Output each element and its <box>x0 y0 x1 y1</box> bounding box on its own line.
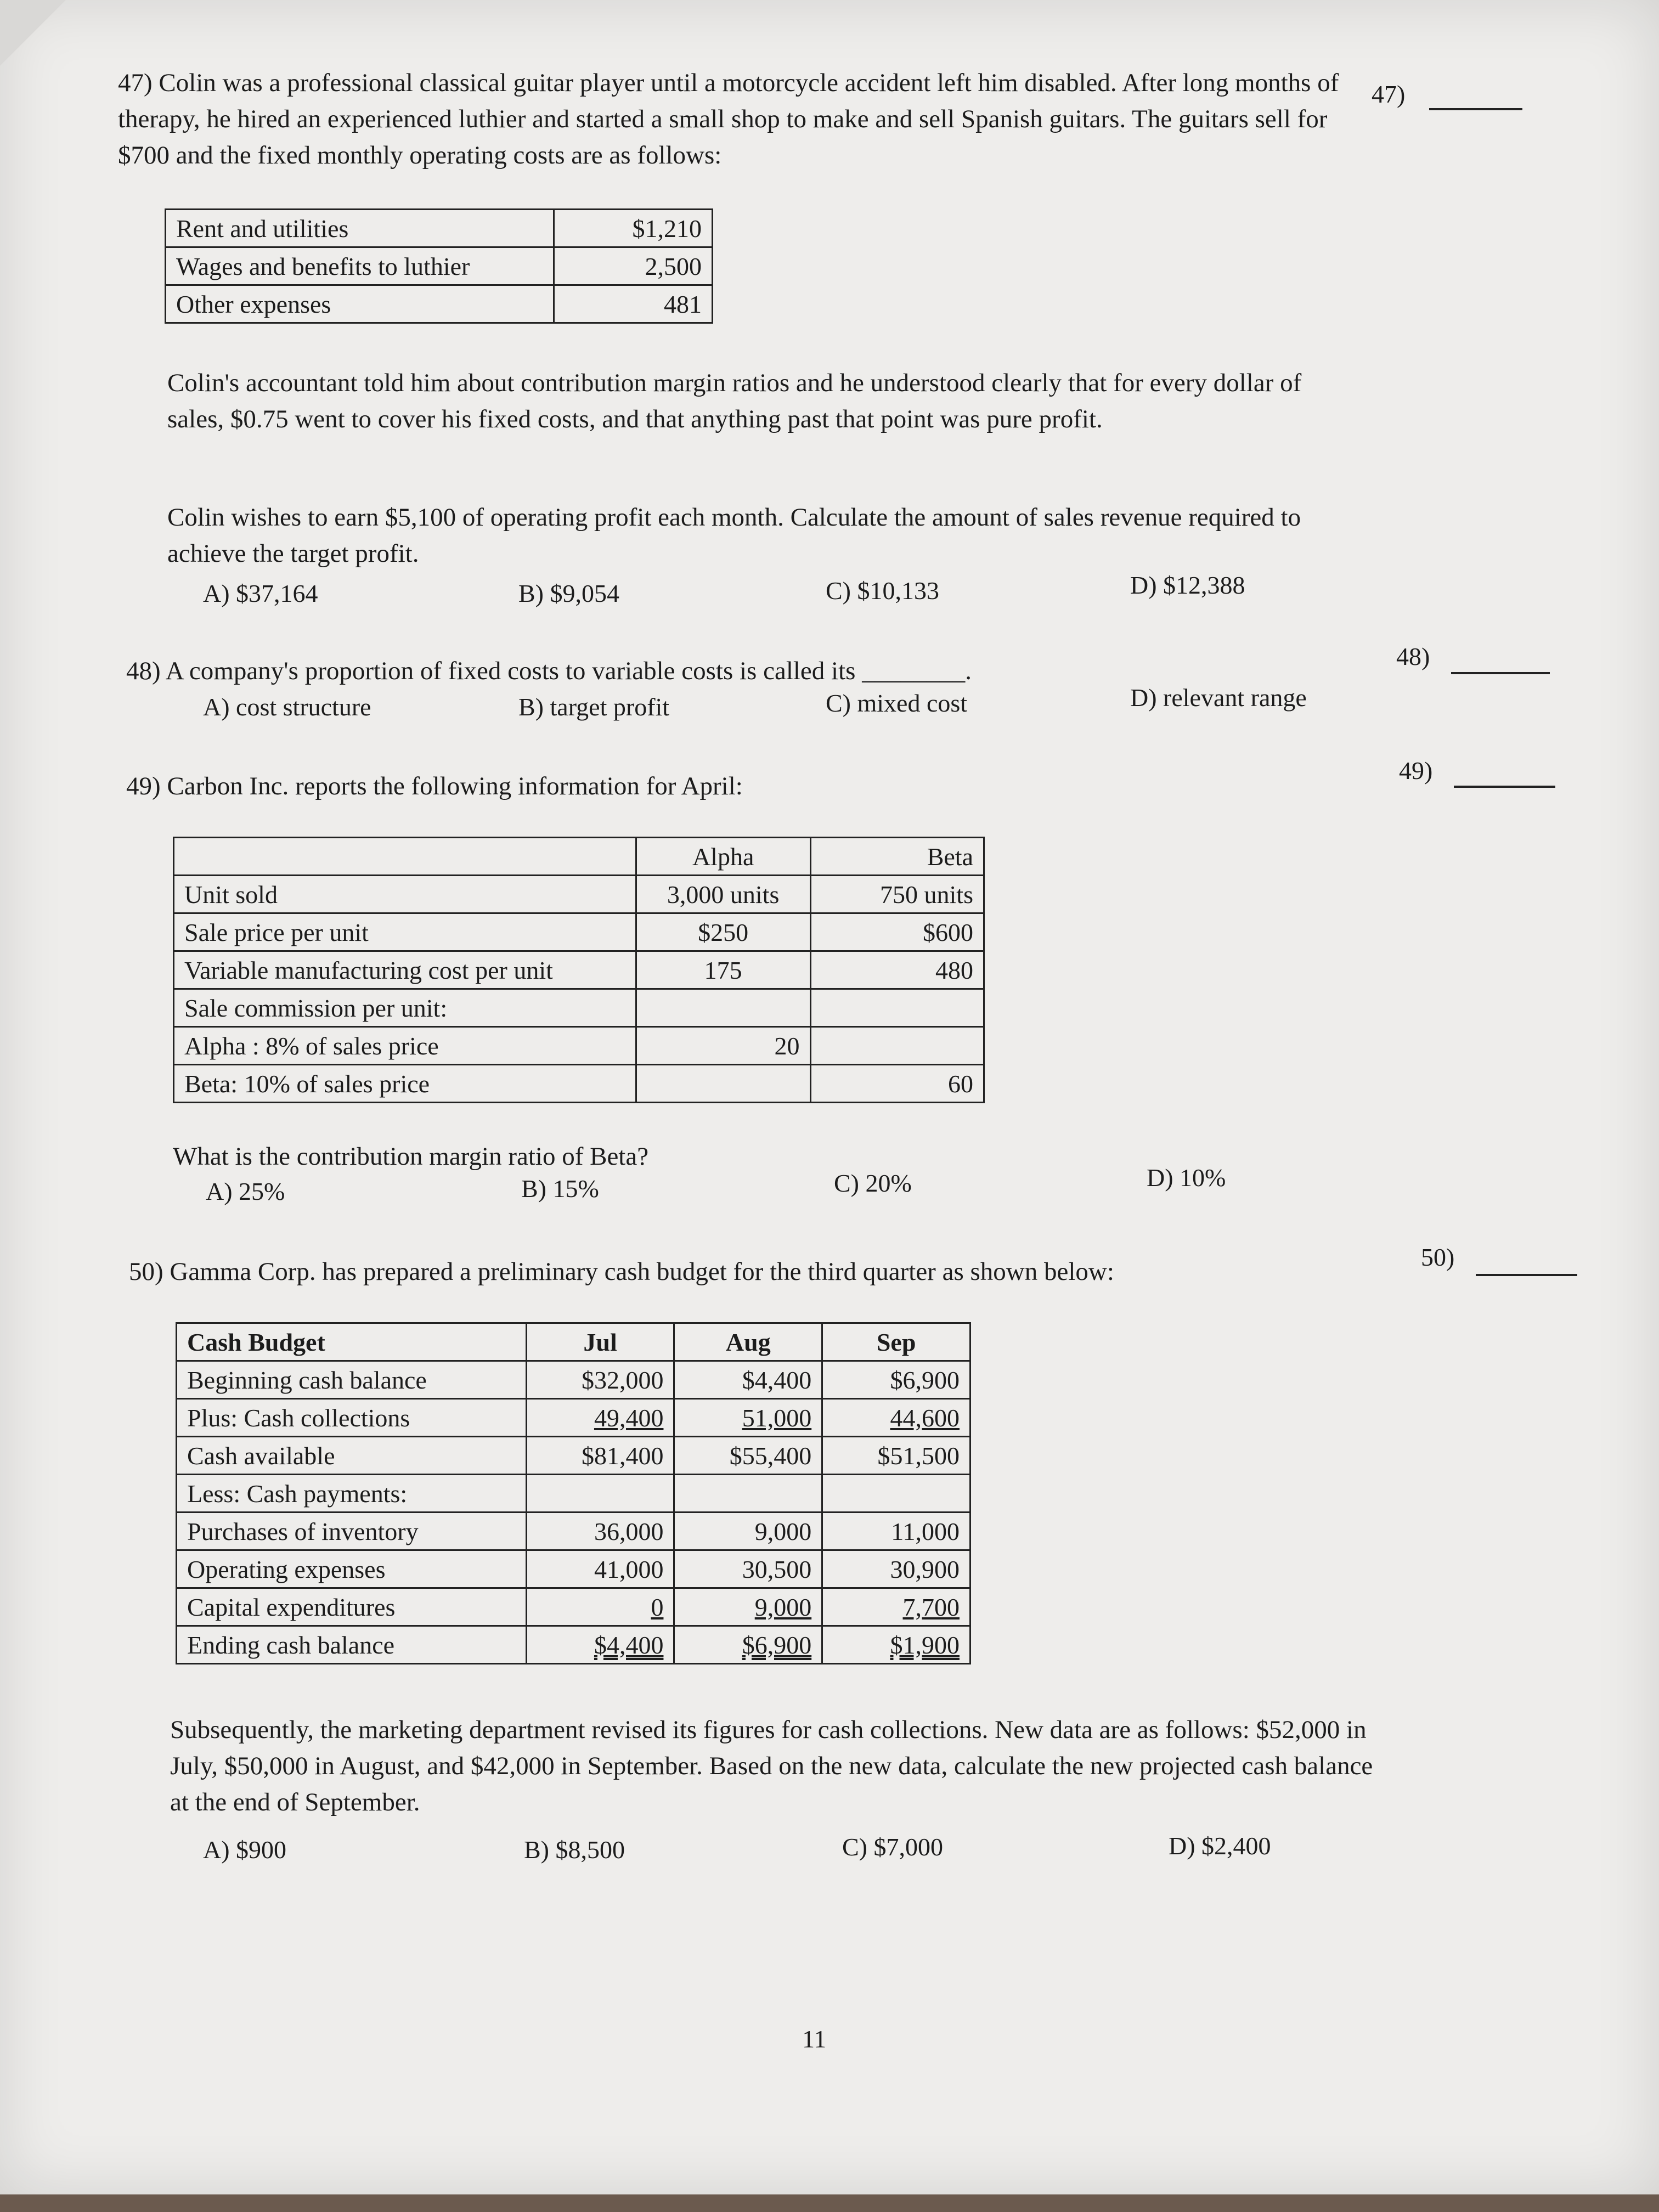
q48-option-c[interactable]: C) mixed cost <box>826 689 968 717</box>
q48-answer-blank[interactable] <box>1451 672 1550 674</box>
q49-option-c[interactable]: C) 20% <box>834 1169 912 1197</box>
row-label: Plus: Cash collections <box>177 1399 527 1437</box>
cost-value: $1,210 <box>554 210 713 247</box>
cost-value: 481 <box>554 285 713 323</box>
beta-value: 60 <box>810 1065 984 1103</box>
table-row <box>177 1361 970 1399</box>
q47-option-b[interactable]: B) $9,054 <box>518 579 619 607</box>
q49-product-table <box>173 837 985 1103</box>
q47-paragraph-3: Colin wishes to earn $5,100 of operating profit each month. Calculate the amount of sales revenue required to achieve the target profit. <box>167 503 1301 568</box>
aug-value <box>674 1475 822 1513</box>
cost-label: Other expenses <box>166 285 554 323</box>
cost-label: Wages and benefits to luthier <box>166 247 554 285</box>
sep-value: 44,600 <box>822 1399 970 1437</box>
alpha-value: 20 <box>636 1027 810 1065</box>
q49-question: What is the contribution margin ratio of Beta? <box>173 1142 649 1171</box>
row-label: Sale price per unit <box>174 913 636 951</box>
table-header-row <box>177 1323 970 1361</box>
aug-value: 30,500 <box>674 1550 822 1588</box>
aug-value: 51,000 <box>674 1399 822 1437</box>
table-row <box>177 1550 970 1588</box>
table-row <box>174 1065 984 1103</box>
q50-option-d[interactable]: D) $2,400 <box>1169 1832 1271 1860</box>
alpha-value: 175 <box>636 951 810 989</box>
table-header-sep: Sep <box>822 1323 970 1361</box>
jul-value: $4,400 <box>526 1626 674 1664</box>
q47-intro: 47) Colin was a professional classical guitar player until a motorcycle accident left him disabled. After long months of therapy, he hired an experienced luthier and started a small shop to make and sell Spanish guitars. The guitars sell for $700 and the fixed monthly operating costs are as follows: <box>118 69 1339 170</box>
row-label: Beginning cash balance <box>177 1361 527 1399</box>
jul-value <box>526 1475 674 1513</box>
alpha-value: 3,000 units <box>636 876 810 913</box>
row-label: Beta: 10% of sales price <box>174 1065 636 1103</box>
q48-option-b[interactable]: B) target profit <box>518 693 670 721</box>
jul-value: 49,400 <box>526 1399 674 1437</box>
alpha-value <box>636 1065 810 1103</box>
table-row <box>166 210 713 247</box>
aug-value: 9,000 <box>674 1513 822 1550</box>
q49-answer-number: 49) <box>1399 757 1433 785</box>
q49-option-b[interactable]: B) 15% <box>521 1175 599 1203</box>
beta-value: $600 <box>810 913 984 951</box>
q47-answer-number: 47) <box>1372 80 1406 108</box>
table-row <box>166 285 713 323</box>
table-row <box>166 247 713 285</box>
jul-value: 0 <box>526 1588 674 1626</box>
table-row <box>177 1437 970 1475</box>
jul-value: 41,000 <box>526 1550 674 1588</box>
jul-value: $81,400 <box>526 1437 674 1475</box>
row-label: Purchases of inventory <box>177 1513 527 1550</box>
q47-paragraph-2: Colin's accountant told him about contribution margin ratios and he understood clearly that for every dollar of sales, $0.75 went to cover his fixed costs, and that anything past that point was pure profit. <box>167 369 1302 433</box>
row-label: Unit sold <box>174 876 636 913</box>
row-label: Less: Cash payments: <box>177 1475 527 1513</box>
q50-option-b[interactable]: B) $8,500 <box>524 1836 625 1864</box>
q50-option-a[interactable]: A) $900 <box>203 1836 287 1864</box>
sep-value: 7,700 <box>822 1588 970 1626</box>
jul-value: $32,000 <box>526 1361 674 1399</box>
q47-option-c[interactable]: C) $10,133 <box>826 577 939 605</box>
row-label: Ending cash balance <box>177 1626 527 1664</box>
q50-text: 50) Gamma Corp. has prepared a preliminary cash budget for the third quarter as shown below: <box>129 1257 1114 1286</box>
table-row <box>177 1626 970 1664</box>
alpha-value <box>636 989 810 1027</box>
sep-value: $1,900 <box>822 1626 970 1664</box>
table-row <box>177 1475 970 1513</box>
q50-option-c[interactable]: C) $7,000 <box>842 1833 943 1861</box>
q47-cost-table <box>165 208 713 324</box>
q48-text: 48) A company's proportion of fixed costs to variable costs is called its ________. <box>126 657 972 685</box>
beta-value: 750 units <box>810 876 984 913</box>
table-row <box>174 876 984 913</box>
q49-text: 49) Carbon Inc. reports the following information for April: <box>126 772 743 800</box>
cost-label: Rent and utilities <box>166 210 554 247</box>
beta-value <box>810 989 984 1027</box>
row-label: Capital expenditures <box>177 1588 527 1626</box>
cost-value: 2,500 <box>554 247 713 285</box>
aug-value: $55,400 <box>674 1437 822 1475</box>
row-label: Cash available <box>177 1437 527 1475</box>
sep-value: $6,900 <box>822 1361 970 1399</box>
row-label: Sale commission per unit: <box>174 989 636 1027</box>
page-corner-fold <box>0 0 66 66</box>
table-header-jul: Jul <box>526 1323 674 1361</box>
row-label: Variable manufacturing cost per unit <box>174 951 636 989</box>
q50-answer-number: 50) <box>1421 1243 1455 1271</box>
table-header-alpha: Alpha <box>636 838 810 876</box>
table-row <box>177 1399 970 1437</box>
table-header-aug: Aug <box>674 1323 822 1361</box>
row-label: Operating expenses <box>177 1550 527 1588</box>
alpha-value: $250 <box>636 913 810 951</box>
aug-value: $6,900 <box>674 1626 822 1664</box>
beta-value <box>810 1027 984 1065</box>
q50-cash-budget-table <box>176 1322 971 1664</box>
sep-value: 30,900 <box>822 1550 970 1588</box>
table-row <box>177 1513 970 1550</box>
aug-value: 9,000 <box>674 1588 822 1626</box>
table-row <box>174 913 984 951</box>
q48-answer-number: 48) <box>1396 642 1430 670</box>
sep-value <box>822 1475 970 1513</box>
q47-option-d[interactable]: D) $12,388 <box>1130 571 1245 599</box>
row-label: Alpha : 8% of sales price <box>174 1027 636 1065</box>
q49-answer-blank[interactable] <box>1454 786 1555 788</box>
table-header-row <box>174 838 984 876</box>
table-header-beta: Beta <box>810 838 984 876</box>
q47-option-a[interactable]: A) $37,164 <box>203 579 318 607</box>
beta-value: 480 <box>810 951 984 989</box>
sep-value: 11,000 <box>822 1513 970 1550</box>
q50-answer-blank[interactable] <box>1476 1274 1577 1276</box>
q50-paragraph-2: Subsequently, the marketing department revised its figures for cash collections. New data are as follows: $52,000 in July, $50,000 in August, and $42,000 in September. Based on the new data, calculate the new projected cash balance at the end of September. <box>170 1716 1373 1816</box>
table-row <box>174 1027 984 1065</box>
table-row <box>177 1588 970 1626</box>
aug-value: $4,400 <box>674 1361 822 1399</box>
q47-answer-blank[interactable] <box>1429 108 1522 110</box>
table-row <box>174 951 984 989</box>
q48-option-a[interactable]: A) cost structure <box>203 693 371 721</box>
q49-option-a[interactable]: A) 25% <box>206 1177 285 1205</box>
jul-value: 36,000 <box>526 1513 674 1550</box>
q49-option-d[interactable]: D) 10% <box>1147 1164 1226 1192</box>
table-row <box>174 989 984 1027</box>
page-number: 11 <box>802 2025 827 2053</box>
table-header-cash-budget: Cash Budget <box>177 1323 527 1361</box>
table-header-empty <box>174 838 636 876</box>
q48-option-d[interactable]: D) relevant range <box>1130 684 1307 712</box>
sep-value: $51,500 <box>822 1437 970 1475</box>
